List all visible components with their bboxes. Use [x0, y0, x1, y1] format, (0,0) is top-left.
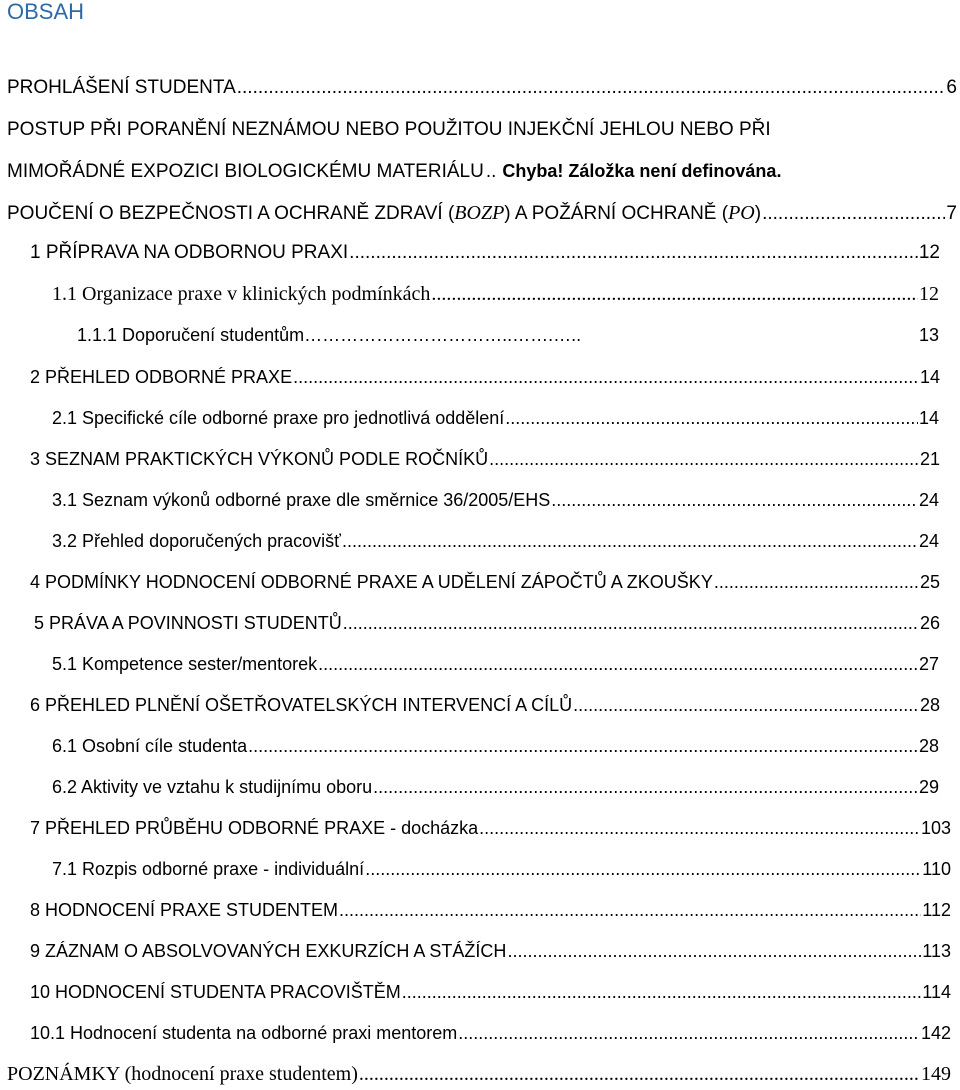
toc-leader — [431, 278, 918, 310]
toc-page-number: 12 — [918, 242, 940, 263]
toc-entry-title: 2.1 Specifické cíle odborné praxe pro jednotlivá oddělení — [52, 408, 505, 428]
toc-entry-title: 5 PRÁVA A POVINNOSTI STUDENTŮ — [34, 613, 342, 633]
toc-leader — [248, 730, 918, 762]
toc-entry[interactable] — [52, 730, 939, 762]
toc-entry-title: POUČENÍ O BEZPEČNOSTI A OCHRANĚ ZDRAVÍ (BOZP) A POŽÁRNÍ OCHRANĚ (PO) — [7, 202, 762, 224]
toc-entry-title: 6.2 Aktivity ve vztahu k studijnímu oboru — [52, 777, 373, 797]
toc-entry-title: 6.1 Osobní cíle studenta — [52, 736, 248, 756]
toc-page-number: 29 — [918, 777, 939, 797]
toc-page-number: 12 — [919, 283, 939, 305]
toc-leader — [714, 566, 919, 598]
toc-leader — [359, 1058, 920, 1090]
toc-leader — [343, 607, 919, 639]
toc-entry-title: 7.1 Rozpis odborné praxe - individuální — [52, 859, 365, 879]
toc-entry-title: MIMOŘÁDNÉ EXPOZICI BIOLOGICKÉMU MATERIÁLU — [7, 161, 484, 182]
toc-entry[interactable] — [7, 155, 957, 187]
toc-page-number: 114 — [922, 982, 951, 1002]
toc-entry-title: 4 PODMÍNKY HODNOCENÍ ODBORNÉ PRAXE A UDĚLENÍ ZÁPOČTŮ A ZKOUŠKY — [30, 572, 713, 592]
toc-entry[interactable] — [7, 1058, 951, 1090]
toc-entry[interactable] — [52, 853, 951, 885]
toc-entry-title: 1 PŘÍPRAVA NA ODBORNOU PRAXI — [30, 242, 349, 263]
toc-entry-title: 10 HODNOCENÍ STUDENTA PRACOVIŠTĚM — [30, 982, 401, 1002]
toc-leader-filler: ……………………………..…….….. — [304, 325, 582, 345]
toc-leader — [479, 812, 920, 844]
toc-entry-title: 3.1 Seznam výkonů odborné praxe dle směrnice 36/2005/EHS — [52, 490, 551, 510]
toc-page-number: 26 — [919, 613, 940, 633]
toc-entry[interactable] — [52, 525, 939, 557]
toc-leader — [365, 853, 921, 885]
toc-page-number: 112 — [922, 900, 951, 920]
toc-leader — [373, 771, 918, 803]
toc-page-number: 113 — [922, 941, 951, 961]
toc-entry[interactable] — [34, 607, 940, 639]
toc-entry[interactable] — [52, 771, 939, 803]
toc-entry[interactable] — [30, 689, 940, 721]
toc-entry[interactable] — [52, 278, 939, 310]
toc-entry[interactable] — [7, 72, 957, 104]
toc-page-number: 24 — [918, 531, 939, 551]
toc-entry[interactable] — [30, 812, 951, 844]
toc-page-number: 25 — [919, 572, 940, 592]
toc-entry[interactable] — [77, 319, 939, 351]
toc-leader — [489, 443, 919, 475]
toc-entry-title: PROHLÁŠENÍ STUDENTA — [7, 77, 236, 98]
toc-entry-title: 10.1 Hodnocení studenta na odborné praxi mentorem — [30, 1023, 458, 1043]
toc-leader — [318, 648, 918, 680]
toc-entry[interactable] — [30, 361, 940, 393]
toc-leader — [342, 525, 918, 557]
toc-entry-title: 3.2 Přehled doporučených pracovišť — [52, 531, 341, 551]
toc-entry-title: 1.1 Organizace praxe v klinických podmínkách — [52, 283, 431, 305]
toc-leader — [237, 72, 946, 104]
toc-entry[interactable] — [7, 114, 957, 146]
toc-page-number: 142 — [920, 1023, 951, 1043]
toc-leader — [402, 976, 922, 1008]
toc-leader-short: .. — [485, 161, 497, 182]
toc-entry[interactable] — [30, 894, 951, 926]
toc-page-number: 149 — [921, 1063, 951, 1085]
toc-error-message: Chyba! Záložka není definována. — [502, 161, 782, 181]
toc-page-number: 103 — [920, 818, 951, 838]
toc-page-number: 28 — [918, 736, 939, 756]
toc-page-number: 14 — [919, 367, 940, 387]
toc-leader — [339, 894, 921, 926]
toc-leader — [507, 935, 921, 967]
toc-entry-title: POSTUP PŘI PORANĚNÍ NEZNÁMOU NEBO POUŽITOU INJEKČNÍ JEHLOU NEBO PŘI — [7, 119, 771, 140]
toc-page-number: 27 — [918, 654, 939, 674]
toc-page-number: 6 — [946, 77, 957, 98]
toc-page-number: 24 — [918, 490, 939, 510]
toc-page-number: 7 — [946, 203, 957, 224]
toc-page-number: 110 — [922, 859, 951, 879]
toc-entry-title: 3 SEZNAM PRAKTICKÝCH VÝKONŮ PODLE ROČNÍKŮ — [30, 449, 489, 469]
toc-page-number: 28 — [919, 695, 940, 715]
toc-page-number: 13 — [918, 325, 939, 345]
toc-entry[interactable] — [30, 976, 951, 1008]
toc-entry-title: 2 PŘEHLED ODBORNÉ PRAXE — [30, 367, 293, 387]
toc-entry[interactable] — [30, 566, 940, 598]
toc-page-number: 21 — [919, 449, 940, 469]
toc-entry[interactable] — [7, 197, 957, 229]
page-heading: OBSAH — [7, 0, 85, 24]
toc-entry[interactable] — [52, 402, 939, 434]
toc-leader — [551, 484, 918, 516]
toc-leader — [762, 198, 945, 230]
toc-leader — [573, 689, 919, 721]
toc-entry-title: 8 HODNOCENÍ PRAXE STUDENTEM — [30, 900, 339, 920]
toc-entry-title: 7 PŘEHLED PRŮBĚHU ODBORNÉ PRAXE - docházka — [30, 818, 479, 838]
toc-entry[interactable] — [30, 237, 940, 269]
toc-entry-title: 9 ZÁZNAM O ABSOLVOVANÝCH EXKURZÍCH A STÁŽÍCH — [30, 941, 507, 961]
toc-entry-title: 1.1.1 Doporučení studentům — [77, 325, 305, 345]
toc-entry-title: 5.1 Kompetence sester/mentorek — [52, 654, 318, 674]
toc-page-number: 14 — [918, 408, 939, 428]
toc-entry-title: POZNÁMKY (hodnocení praxe studentem) — [7, 1063, 358, 1085]
toc-leader — [505, 402, 918, 434]
toc-entry[interactable] — [30, 443, 940, 475]
toc-entry[interactable] — [52, 484, 939, 516]
toc-entry-title: 6 PŘEHLED PLNĚNÍ OŠETŘOVATELSKÝCH INTERVENCÍ A CÍLŮ — [30, 695, 573, 715]
toc-entry[interactable] — [52, 648, 939, 680]
toc-leader — [293, 361, 919, 393]
toc-leader — [349, 237, 918, 269]
toc-entry[interactable] — [30, 935, 951, 967]
toc-entry[interactable] — [30, 1017, 951, 1049]
toc-leader — [458, 1017, 920, 1049]
